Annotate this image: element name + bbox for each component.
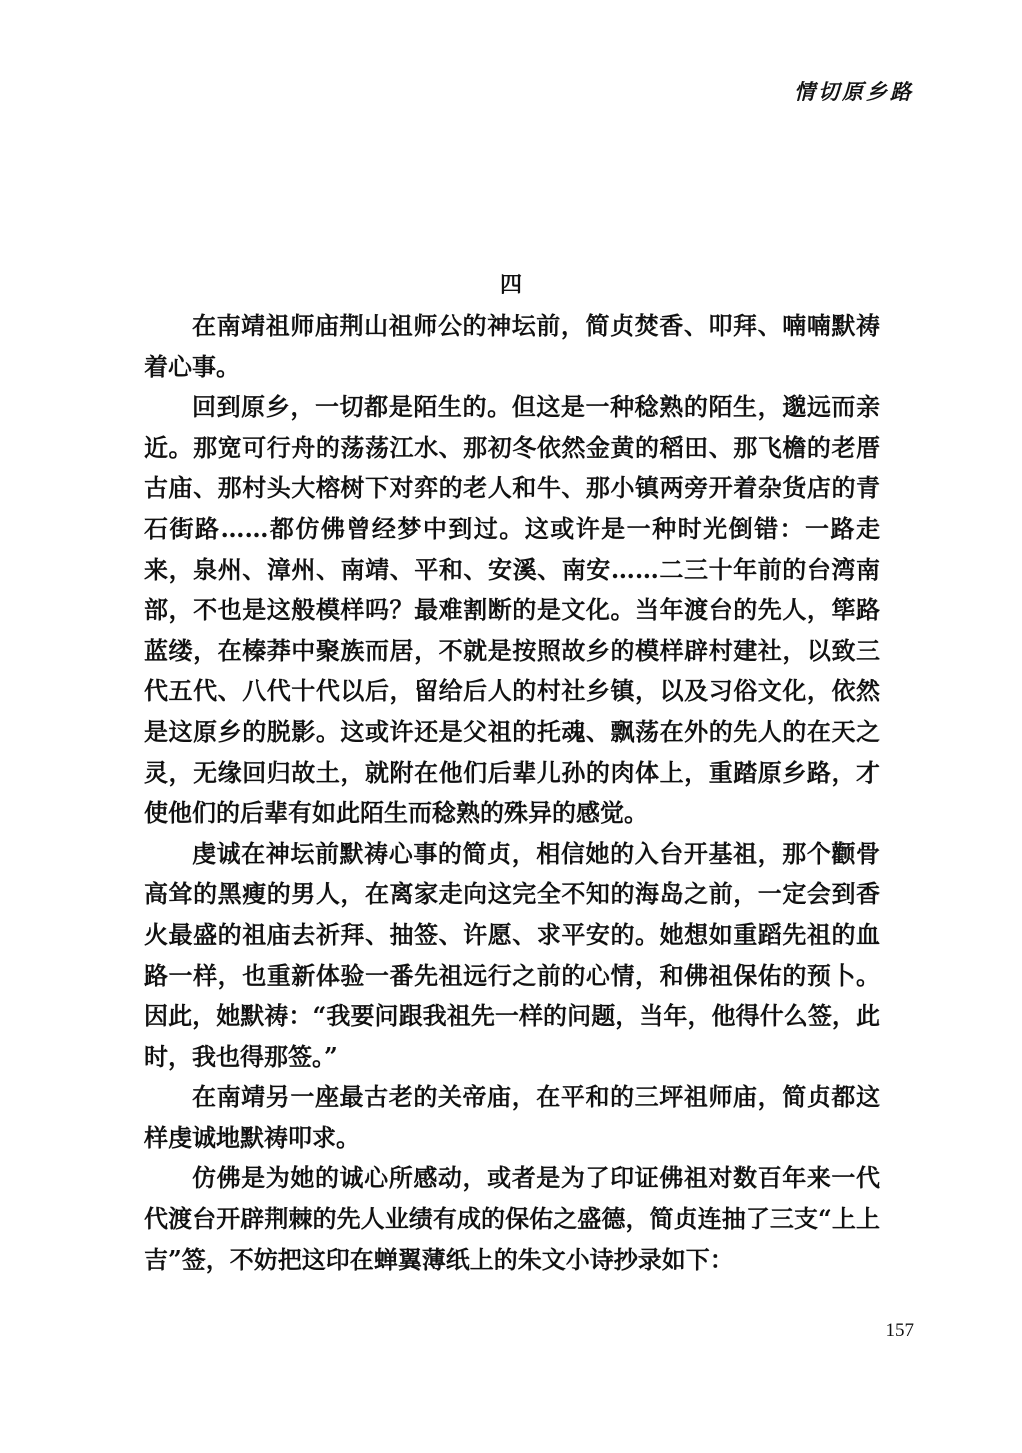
section-number: 四 bbox=[499, 272, 522, 298]
running-head: 情切原乡路 bbox=[794, 79, 914, 104]
paragraph: 在南靖祖师庙荆山祖师公的神坛前，简贞焚香、叩拜、喃喃默祷着心事。 bbox=[144, 311, 880, 381]
page-number: 157 bbox=[885, 1320, 914, 1341]
paragraph: 在南靖另一座最古老的关帝庙，在平和的三坪祖师庙，简贞都这样虔诚地默祷叩求。 bbox=[144, 1082, 880, 1152]
paragraph: 回到原乡，一切都是陌生的。但这是一种稔熟的陌生，邈远而亲近。那宽可行舟的荡荡江水、那初冬依然金黄的稻田、那飞檐的老厝古庙、那村头大榕树下对弈的老人和牛、那小镇两旁开着杂货店的青石街路……都仿佛曾经梦中到过。这或许是一种时光倒错：一路走来，泉州、漳州、南靖、平和、安溪、南安……二三十年前的台湾南部，不也是这般模样吗？最难割断的是文化。当年渡台的先人，筚路蓝缕，在榛莽中聚族而居，不就是按照故乡的模样辟村建社，以致三代五代、八代十代以后，留给后人的村社乡镇，以及习俗文化，依然是这原乡的脱影。这或许还是父祖的托魂、飘荡在外的先人的在天之灵，无缘回归故土，就附在他们后辈儿孙的肉体上，重踏原乡路，才使他们的后辈有如此陌生而稔熟的殊异的感觉。 bbox=[144, 392, 880, 828]
paragraph: 虔诚在神坛前默祷心事的简贞，相信她的入台开基祖，那个颧骨高耸的黑瘦的男人，在离家走向这完全不知的海岛之前，一定会到香火最盛的祖庙去祈拜、抽签、许愿、求平安的。她想如重蹈先祖的血路一样，也重新体验一番先祖远行之前的心情，和佛祖保佑的预卜。因此，她默祷：“我要问跟我祖先一样的问题，当年，他得什么签，此时，我也得那签。” bbox=[144, 838, 880, 1071]
paragraph: 仿佛是为她的诚心所感动，或者是为了印证佛祖对数百年来一代代渡台开辟荆棘的先人业绩有成的保佑之盛德，简贞连抽了三支“上上吉”签，不妨把这印在蝉翼薄纸上的朱文小诗抄录如下： bbox=[144, 1163, 880, 1274]
body-text bbox=[144, 306, 880, 1280]
